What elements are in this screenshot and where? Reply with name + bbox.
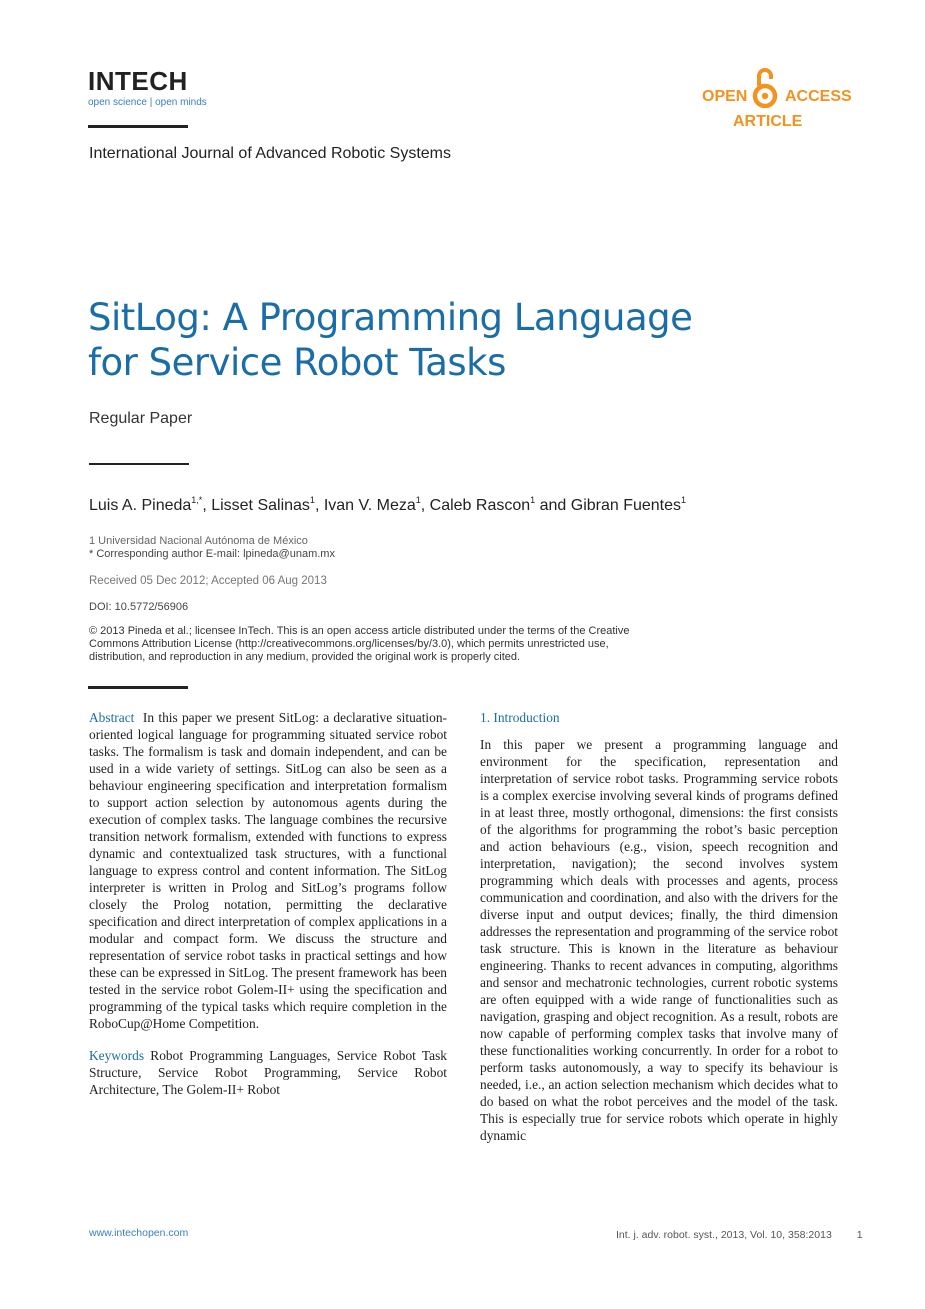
author-name: Luis A. Pineda: [89, 497, 192, 514]
author-list: [89, 495, 686, 515]
open-access-badge: [700, 66, 850, 106]
author-affil: 1: [530, 495, 536, 505]
corresponding-author: * Corresponding author E-mail: lpineda@unam.mx: [89, 548, 335, 560]
license-notice: [89, 625, 729, 664]
footer-url[interactable]: www.intechopen.com: [89, 1227, 189, 1239]
article-label: ARTICLE: [733, 113, 803, 130]
page-number: 1: [856, 1229, 863, 1241]
title-rule: [89, 463, 189, 465]
author-affil: 1: [681, 495, 687, 505]
author-affil: 1: [415, 495, 421, 505]
license-line: Commons Attribution License (http://creativecommons.org/licenses/by/3.0), which permits unrestricted use,: [89, 638, 609, 650]
footer-citation: [616, 1229, 863, 1241]
author-name: , Lisset Salinas: [202, 497, 310, 514]
license-line: distribution, and reproduction in any medium, provided the original work is properly cited.: [89, 651, 521, 663]
intro-text: In this paper we present a programming language and environment for the specification, representation and interpretation of service robot tasks. Programming service robots is a complex exercise involving several kinds of programs defined in at least three, mostly orthogonal, dimensions: the first consists of the algorithms for programming the robot’s basic perception and action behaviours (e.g., vision, speech recognition and interpretation, navigation); the second involves system programming which deals with processes and agents, process communication and coordination, and also with the drivers for the diverse input and output devices; finally, the third dimension addresses the representation and programming of the service robot task structure. This is known in the literature as behaviour engineering. Thanks to recent advances in computing, algorithms and sensor and mechatronic technologies, current robotic systems are often equipped with a wide range of functionalities such as navigation, grasping and object recognition. As a result, robots are now capable of performing complex tasks that involve many of these functionalities working concurrently. In order for a robot to perform tasks autonomously, a way to specify its behaviour is needed, i.e., an action selection mechanism which decides what to do based on what the robot perceives and the model of the task. This is especially true for service robots which operate in highly dynamic: [480, 737, 838, 1143]
intech-logo: INTECH: [88, 66, 188, 96]
paper-type: Regular Paper: [89, 410, 193, 427]
author-name: , Caleb Rascon: [420, 497, 531, 514]
keywords-label: Keywords: [89, 1048, 145, 1063]
intro-heading: 1. Introduction: [480, 710, 560, 725]
paper-title: [88, 295, 808, 385]
author-affil: 1: [309, 495, 315, 505]
header-rule: [88, 125, 188, 128]
received-dates: Received 05 Dec 2012; Accepted 06 Aug 2013: [89, 575, 327, 587]
license-rule: [88, 686, 188, 689]
open-label: OPEN: [702, 88, 748, 105]
affiliation: 1 Universidad Nacional Autónoma de México: [89, 535, 308, 547]
intech-tagline: open science | open minds: [88, 97, 207, 108]
keywords-text: Robot Programming Languages, Service Robot Task Structure, Service Robot Programming, Service Robot Architecture, The Golem-II+ Robot: [89, 1048, 447, 1097]
introduction-column: [480, 709, 838, 1144]
author-affil: 1,*: [191, 495, 203, 505]
author-name: , Ivan V. Meza: [314, 497, 416, 514]
title-line-1: SitLog: A Programming Language: [88, 296, 693, 339]
keywords: [89, 1047, 447, 1098]
abstract-column: [89, 709, 447, 1098]
citation-text: Int. j. adv. robot. syst., 2013, Vol. 10, 358:2013: [616, 1229, 832, 1241]
abstract-label: Abstract: [89, 710, 135, 725]
author-name: and Gibran Fuentes: [535, 497, 682, 514]
title-line-2: for Service Robot Tasks: [88, 341, 506, 384]
doi: DOI: 10.5772/56906: [89, 601, 189, 613]
license-line: © 2013 Pineda et al.; licensee InTech. This is an open access article distributed under the terms of the Creative: [89, 625, 630, 637]
access-label: ACCESS: [785, 88, 852, 105]
open-lock-icon: [752, 66, 778, 108]
abstract-text: In this paper we present SitLog: a declarative situation-oriented logical language for programming situated service robot tasks. The formalism is task and domain independent, and can be used in a wide variety of settings. SitLog can also be seen as a behaviour engineering specification and interpretation formalism to support action selection by autonomous agents during the execution of complex tasks. The language combines the recursive transition network formalism, extended with functions to express dynamic and contextualized task structures, with a functional language to express control and content information. The SitLog interpreter is written in Prolog and SitLog’s programs follow closely the Prolog notation, permitting the declarative specification and direct interpretation of complex applications in a modular and compact form. We discuss the structure and representation of service robot tasks in practical settings and how these can be expressed in SitLog. The present framework has been tested in the service robot Golem-II+ using the specification and programming of the typical tasks which require completion in the RoboCup@Home Competition.: [89, 710, 448, 1031]
journal-name: International Journal of Advanced Robotic Systems: [89, 145, 451, 162]
abstract: [89, 709, 447, 1032]
